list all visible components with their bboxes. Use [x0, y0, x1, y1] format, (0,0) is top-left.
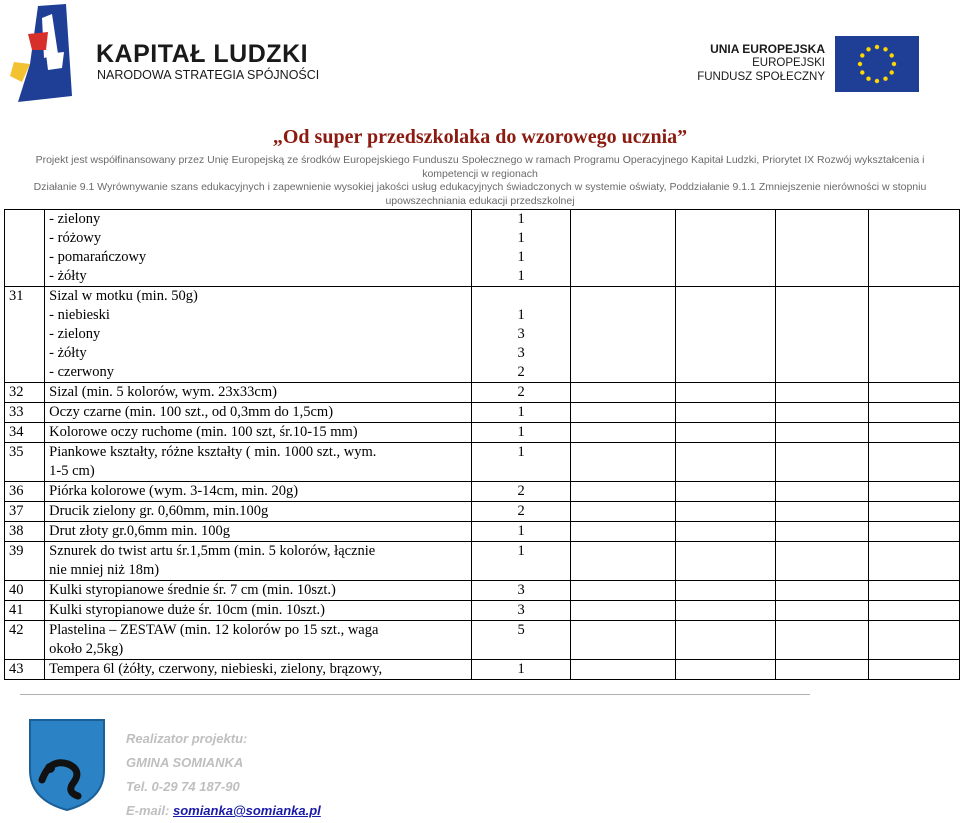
item-quantity	[471, 482, 570, 502]
gmina-coat-of-arms-icon	[28, 718, 106, 812]
empty-cell	[776, 287, 868, 383]
empty-cell	[776, 423, 868, 443]
item-description	[45, 482, 472, 502]
table-row	[5, 621, 960, 660]
item-number: 41	[5, 601, 45, 621]
empty-cell	[571, 542, 675, 581]
empty-cell	[571, 403, 675, 423]
empty-cell	[571, 601, 675, 621]
item-quantity	[471, 542, 570, 581]
item-description	[45, 210, 472, 287]
quantity-line	[476, 287, 566, 306]
quantity-line: 3	[517, 582, 525, 598]
empty-cell	[776, 210, 868, 287]
item-quantity	[471, 621, 570, 660]
item-quantity	[471, 210, 570, 287]
description-line: - zielony	[49, 326, 101, 342]
table-row	[5, 601, 960, 621]
empty-cell	[675, 581, 775, 601]
eu-line-3: FUNDUSZ SPOŁECZNY	[697, 71, 825, 83]
item-number	[5, 210, 45, 287]
quantity-line: 2	[517, 384, 525, 400]
item-quantity	[471, 601, 570, 621]
empty-cell	[675, 383, 775, 403]
description-line: Drut złoty gr.0,6mm min. 100g	[49, 523, 230, 539]
items-table	[4, 209, 960, 680]
item-quantity	[471, 383, 570, 403]
item-description	[45, 581, 472, 601]
item-number: 32	[5, 383, 45, 403]
empty-cell	[571, 443, 675, 482]
eu-line-1: UNIA EUROPEJSKA	[710, 42, 825, 56]
empty-cell	[571, 660, 675, 680]
item-description	[45, 542, 472, 581]
quantity-line: 1	[517, 249, 525, 265]
table-row	[5, 482, 960, 502]
item-number: 43	[5, 660, 45, 680]
quantity-line: 1	[517, 523, 525, 539]
description-line: Sizal w motku (min. 50g)	[49, 288, 198, 304]
item-description	[45, 502, 472, 522]
empty-cell	[675, 443, 775, 482]
footer-contact	[126, 727, 321, 823]
description-line: Sizal (min. 5 kolorów, wym. 23x33cm)	[49, 384, 277, 400]
description-line: - różowy	[49, 230, 102, 246]
item-description	[45, 287, 472, 383]
empty-cell	[868, 601, 959, 621]
quantity-line: 2	[517, 483, 525, 499]
empty-cell	[571, 522, 675, 542]
quantity-line: 1	[517, 661, 525, 677]
quantity-line: 2	[517, 503, 525, 519]
empty-cell	[776, 601, 868, 621]
table-row	[5, 403, 960, 423]
quantity-line: 1	[517, 543, 525, 559]
empty-cell	[868, 287, 959, 383]
implementer-name: GMINA SOMIANKA	[126, 755, 244, 770]
logo-subtitle: NARODOWA STRATEGIA SPÓJNOŚCI	[97, 68, 320, 82]
item-number: 36	[5, 482, 45, 502]
quantity-line: 1	[517, 307, 525, 323]
empty-cell	[776, 502, 868, 522]
item-number: 31	[5, 287, 45, 383]
table-row	[5, 210, 960, 287]
implementer-label: Realizator projektu:	[126, 731, 248, 746]
empty-cell	[868, 581, 959, 601]
empty-cell	[675, 601, 775, 621]
item-quantity	[471, 403, 570, 423]
item-description	[45, 660, 472, 680]
empty-cell	[776, 443, 868, 482]
empty-cell	[776, 482, 868, 502]
empty-cell	[571, 502, 675, 522]
table-row	[5, 502, 960, 522]
item-number: 37	[5, 502, 45, 522]
item-description	[45, 383, 472, 403]
description-line: około 2,5kg)	[49, 641, 124, 657]
empty-cell	[776, 581, 868, 601]
phone-text: Tel. 0-29 74 187-90	[126, 779, 240, 794]
table-row	[5, 443, 960, 482]
item-quantity	[471, 581, 570, 601]
quantity-line: 3	[517, 326, 525, 342]
description-line: Sznurek do twist artu śr.1,5mm (min. 5 kolorów, łącznie	[49, 543, 376, 559]
empty-cell	[868, 482, 959, 502]
eu-flag-icon	[835, 36, 919, 92]
item-number: 40	[5, 581, 45, 601]
eu-line-2: EUROPEJSKI	[752, 57, 825, 69]
item-number: 39	[5, 542, 45, 581]
empty-cell	[776, 621, 868, 660]
empty-cell	[868, 403, 959, 423]
empty-cell	[868, 621, 959, 660]
quantity-line: 1	[517, 211, 525, 227]
empty-cell	[776, 522, 868, 542]
quantity-line: 3	[517, 345, 525, 361]
item-number: 33	[5, 403, 45, 423]
table-row	[5, 522, 960, 542]
empty-cell	[776, 660, 868, 680]
description-line: - niebieski	[49, 307, 110, 323]
item-description	[45, 443, 472, 482]
funding-note: Projekt jest współfinansowany przez Unię Europejską ze środków Europejskiego Funduszu Społecznego w ramach Programu Operacyjnego Kapitał Ludzki, Priorytet IX Rozwój wykształcenia i kompetencji w regionach	[35, 154, 925, 180]
description-line: nie mniej niż 18m)	[49, 562, 160, 578]
empty-cell	[868, 522, 959, 542]
empty-cell	[675, 482, 775, 502]
empty-cell	[571, 482, 675, 502]
empty-cell	[868, 502, 959, 522]
quantity-line: 1	[517, 230, 525, 246]
empty-cell	[868, 542, 959, 581]
empty-cell	[675, 287, 775, 383]
table-row	[5, 660, 960, 680]
item-quantity	[471, 660, 570, 680]
item-quantity	[471, 502, 570, 522]
empty-cell	[675, 660, 775, 680]
footer-separator	[20, 694, 810, 695]
empty-cell	[675, 621, 775, 660]
description-line: - pomarańczowy	[49, 249, 147, 265]
item-description	[45, 601, 472, 621]
item-description	[45, 522, 472, 542]
empty-cell	[675, 522, 775, 542]
empty-cell	[571, 581, 675, 601]
quantity-line: 1	[517, 404, 525, 420]
empty-cell	[776, 403, 868, 423]
email-label: E-mail:	[126, 803, 170, 818]
description-line: Plastelina – ZESTAW (min. 12 kolorów po 15 szt., waga	[49, 622, 379, 638]
table-row	[5, 383, 960, 403]
item-quantity	[471, 423, 570, 443]
description-line: Kulki styropianowe średnie śr. 7 cm (min. 10szt.)	[49, 582, 336, 598]
empty-cell	[675, 403, 775, 423]
item-number: 35	[5, 443, 45, 482]
empty-cell	[868, 423, 959, 443]
project-title: „Od super przedszkolaka do wzorowego ucznia”	[272, 126, 688, 148]
table-row	[5, 581, 960, 601]
empty-cell	[776, 383, 868, 403]
empty-cell	[776, 542, 868, 581]
description-line: Piankowe kształty, różne kształty ( min. 1000 szt., wym.	[49, 444, 377, 460]
quantity-line: 3	[517, 602, 525, 618]
empty-cell	[675, 542, 775, 581]
empty-cell	[571, 383, 675, 403]
description-line: 1-5 cm)	[49, 463, 95, 479]
quantity-line: 2	[517, 364, 525, 380]
description-line: - czerwony	[49, 364, 114, 380]
item-number: 38	[5, 522, 45, 542]
item-quantity	[471, 443, 570, 482]
quantity-line: 1	[517, 444, 525, 460]
description-line: Piórka kolorowe (wym. 3-14cm, min. 20g)	[49, 483, 299, 499]
empty-cell	[571, 210, 675, 287]
description-line: Kolorowe oczy ruchome (min. 100 szt, śr.10-15 mm)	[49, 424, 358, 440]
item-description	[45, 403, 472, 423]
table-row	[5, 423, 960, 443]
item-quantity	[471, 287, 570, 383]
empty-cell	[675, 210, 775, 287]
item-quantity	[471, 522, 570, 542]
empty-cell	[868, 210, 959, 287]
description-line: Oczy czarne (min. 100 szt., od 0,3mm do 1,5cm)	[49, 404, 334, 420]
description-line: - zielony	[49, 211, 101, 227]
description-line: - żółty	[49, 268, 87, 284]
description-line: Drucik zielony gr. 0,60mm, min.100g	[49, 503, 269, 519]
item-number: 42	[5, 621, 45, 660]
quantity-line: 1	[517, 424, 525, 440]
item-description	[45, 621, 472, 660]
empty-cell	[571, 621, 675, 660]
empty-cell	[868, 443, 959, 482]
item-description	[45, 423, 472, 443]
quantity-line: 5	[517, 622, 525, 638]
email-link[interactable]: somianka@somianka.pl	[172, 803, 321, 818]
measure-note: Działanie 9.1 Wyrównywanie szans edukacyjnych i zapewnienie wysokiej jakości usług edukacyjnych świadczonych w systemie oświaty, Poddziałanie 9.1.1 Zmniejszenie nierówności w stopniu upowszechniania edukacji przedszkolnej	[33, 181, 927, 207]
description-line: Tempera 6l (żółty, czerwony, niebieski, zielony, brązowy,	[49, 661, 383, 677]
table-row	[5, 542, 960, 581]
quantity-line: 1	[517, 268, 525, 284]
description-line: Kulki styropianowe duże śr. 10cm (min. 10szt.)	[49, 602, 326, 618]
description-line: - żółty	[49, 345, 87, 361]
item-number: 34	[5, 423, 45, 443]
empty-cell	[571, 423, 675, 443]
empty-cell	[571, 287, 675, 383]
logo-title: KAPITAŁ LUDZKI	[96, 40, 309, 68]
empty-cell	[868, 660, 959, 680]
empty-cell	[868, 383, 959, 403]
eu-logo-text	[697, 42, 825, 84]
empty-cell	[675, 423, 775, 443]
empty-cell	[675, 502, 775, 522]
table-row	[5, 287, 960, 383]
